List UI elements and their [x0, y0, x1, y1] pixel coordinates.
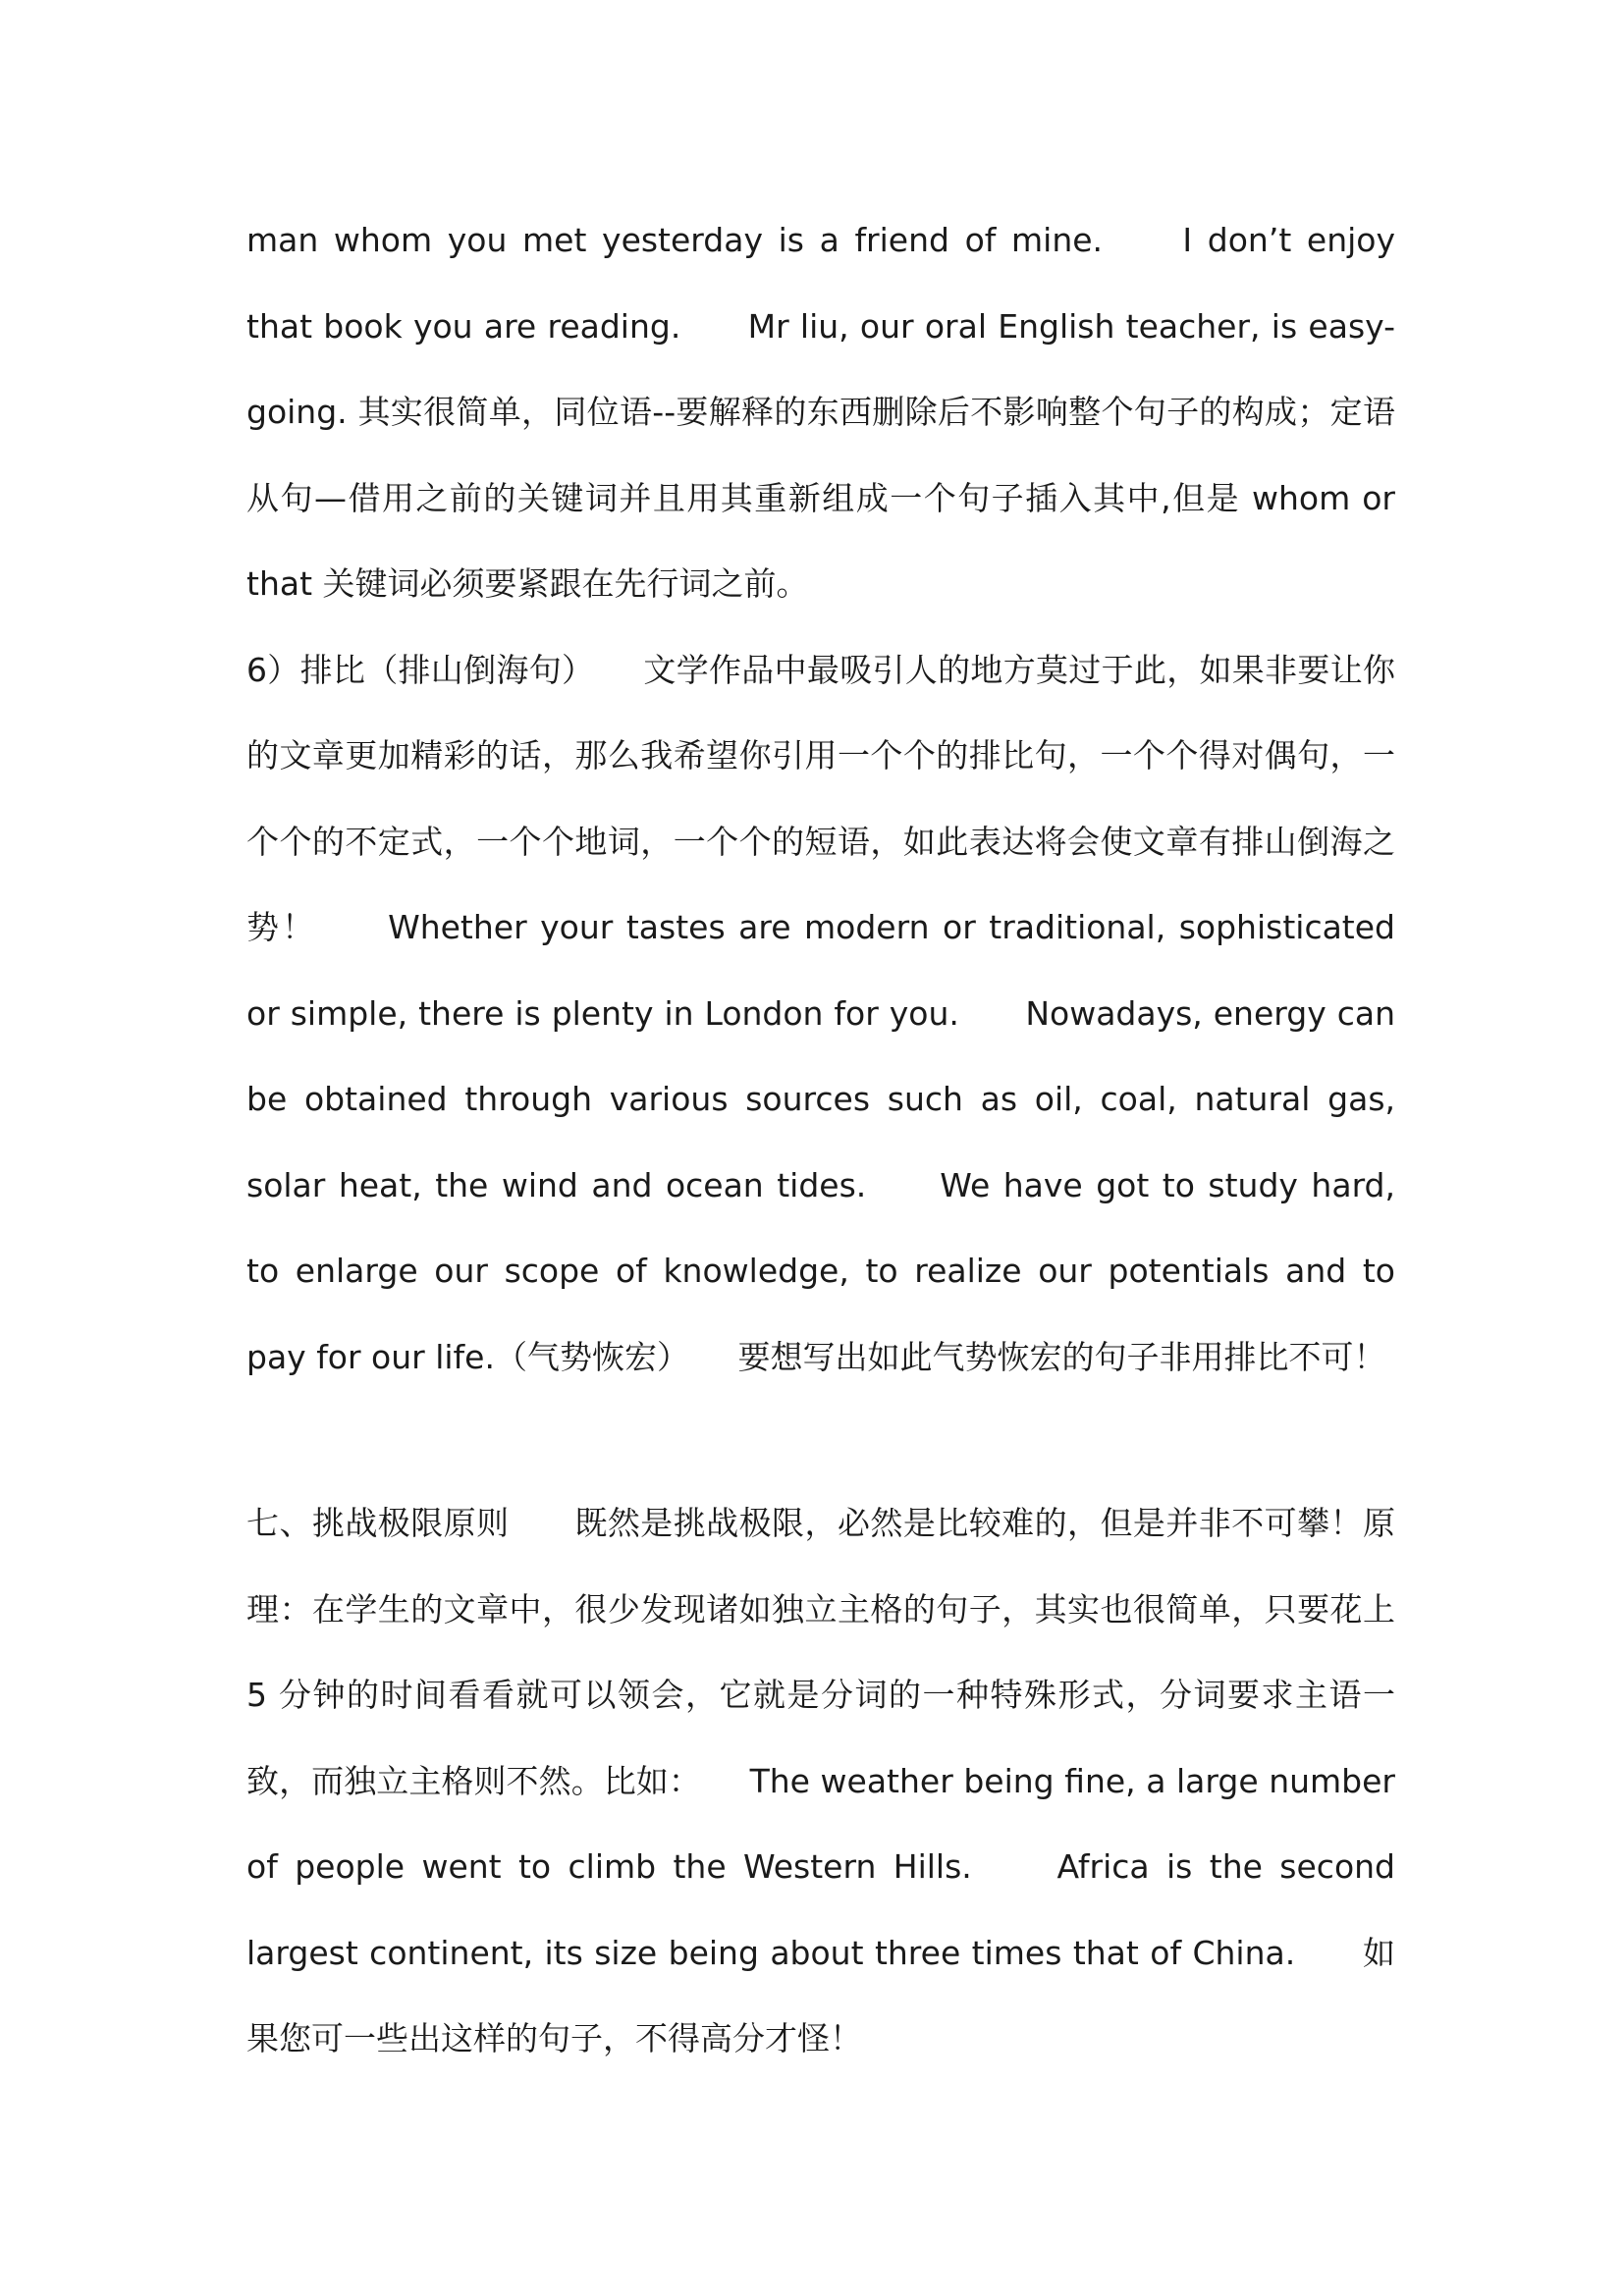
paragraph-absolute-construction: 七、挑战极限原则 既然是挑战极限，必然是比较难的，但是并非不可攀！原理：在学生的文章中，很少发现诸如独立主格的句子，其实也很简单，只要花上 5 分钟的时间看看就可以领会，它就是分词的一种特殊形式，分词要求主语一致，而独立主格则不然。比如： The weather being fine, a large number of people went to climb the Western Hills. Africa is the second largest continent, its size being about three times that of China. 如果您可一些出这样的句子，不得高分才怪！: [246, 1504, 1395, 2057]
paragraph-attributive-clause: man whom you met yesterday is a friend of mine. I don’t enjoy that book you are reading. Mr liu, our oral English teacher, is easy-going. 其实很简单，同位语--要解释的东西删除后不影响整个句子的构成；定语从句—借用之前的关键词并且用其重新组成一个句子插入其中,但是 whom or that 关键词必须要紧跟在先行词之前。: [246, 221, 1395, 603]
text-section-challenge-limits: [246, 1480, 1395, 2082]
paragraph-parallelism: 6）排比（排山倒海句） 文学作品中最吸引人的地方莫过于此，如果非要让你的文章更加精彩的话，那么我希望你引用一个个的排比句，一个个得对偶句，一个个的不定式，一个个地词，一个个的短语，如此表达将会使文章有排山倒海之势！ Whether your tastes are modern or traditional, sophisticated or simple, there is plenty in London for you. Nowadays, energy can be obtained through various sources such as oil, coal, natural gas, solar heat, the wind and ocean tides. We have got to study hard, to enlarge our scope of knowledge, to realize our potentials and to pay for our life.（气势恢宏） 要想写出如此气势恢宏的句子非用排比不可！: [246, 650, 1395, 1376]
text-section-appositive-parallelism: [246, 197, 1395, 1400]
